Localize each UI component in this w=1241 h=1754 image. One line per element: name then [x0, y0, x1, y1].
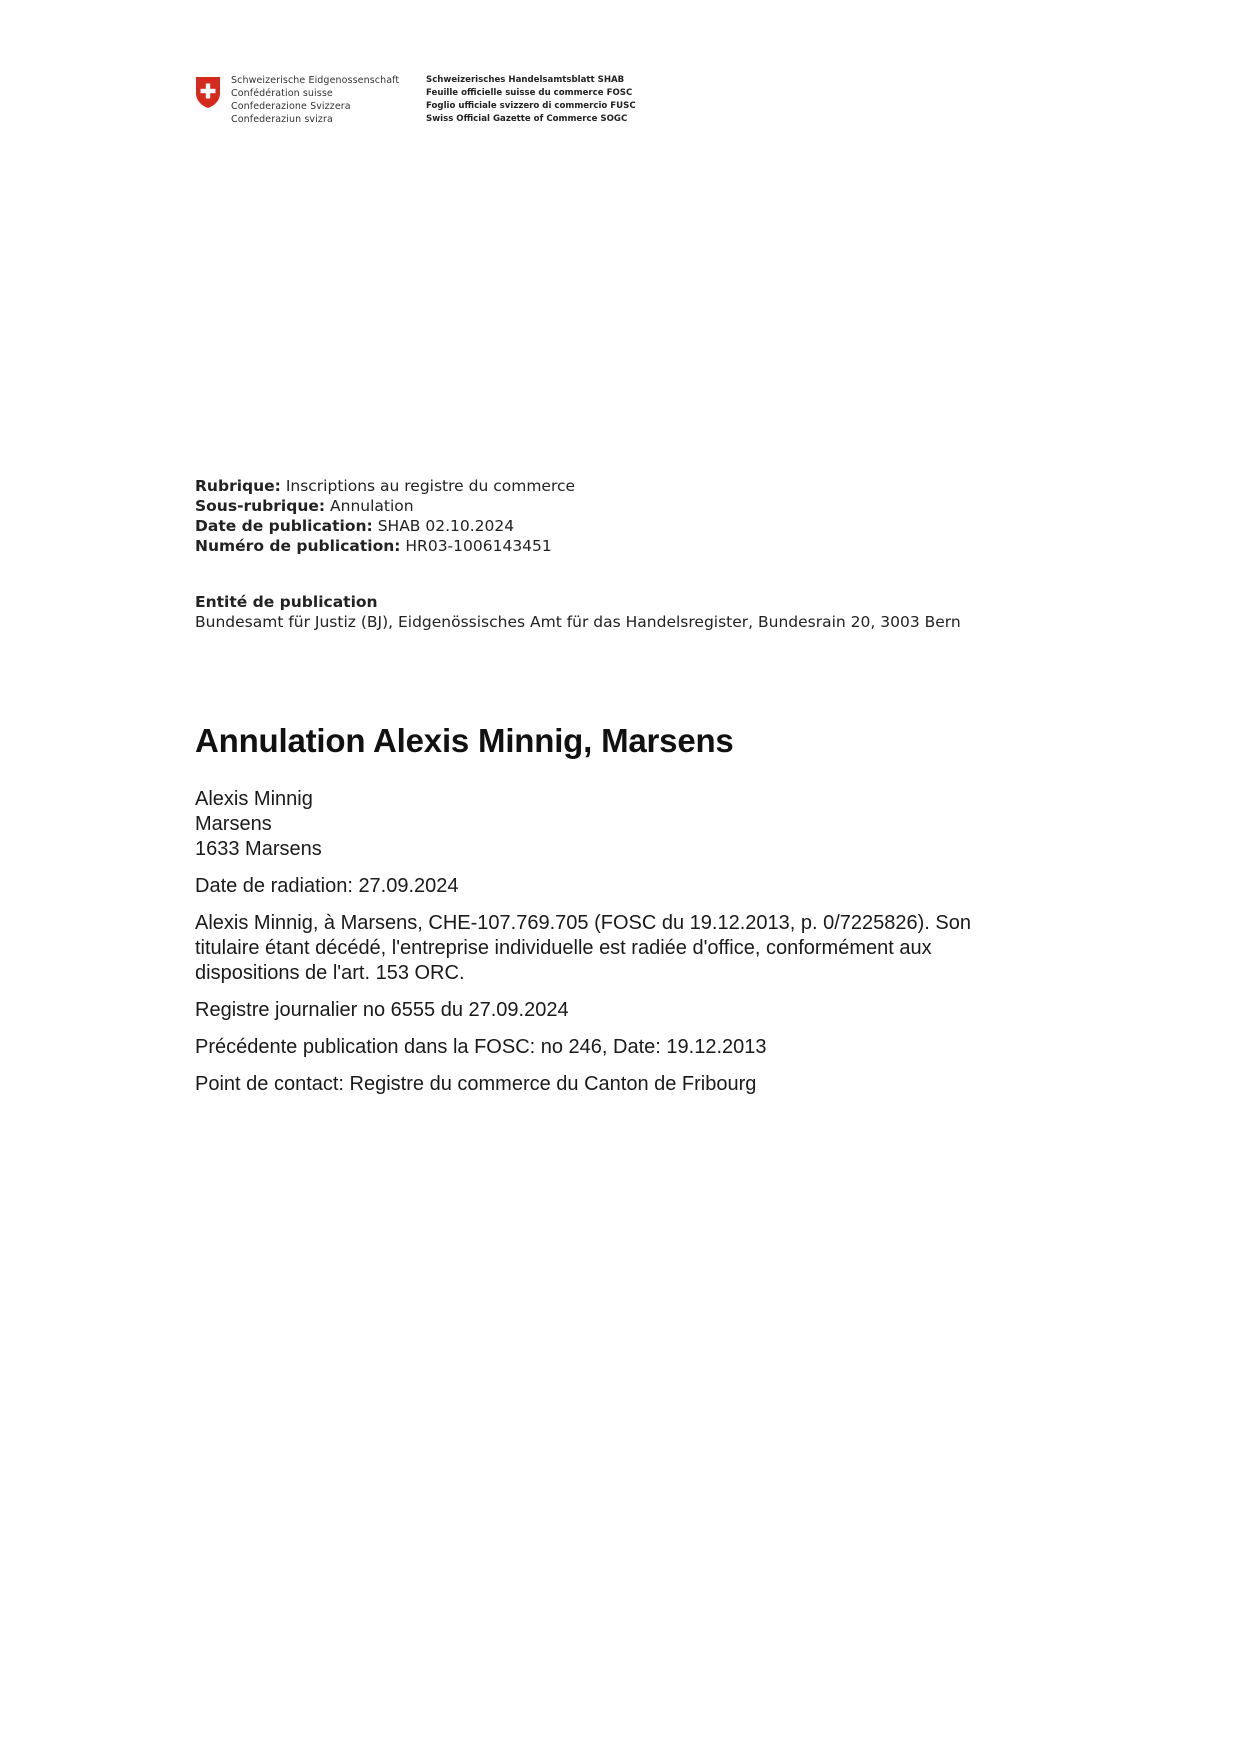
- rubrique-label: Rubrique:: [195, 477, 281, 495]
- previous-publication: Précédente publication dans la FOSC: no 246, Date: 19.12.2013: [195, 1036, 767, 1058]
- confederation-names: [231, 74, 399, 126]
- entity-label: Entité de publication: [195, 593, 378, 611]
- gazette-name-it: Foglio ufficiale svizzero di commercio FUSC: [426, 101, 636, 111]
- confederation-name-it: Confederazione Svizzera: [231, 101, 351, 112]
- contact-point: Point de contact: Registre du commerce du Canton de Fribourg: [195, 1073, 757, 1095]
- swiss-crest-icon: [195, 76, 221, 109]
- confederation-name-fr: Confédération suisse: [231, 88, 333, 99]
- rubrique-value: Inscriptions au registre du commerce: [285, 477, 576, 495]
- address-place: Marsens: [195, 813, 272, 835]
- gazette-name-fr: Feuille officielle suisse du commerce FOSC: [426, 88, 633, 98]
- publication-meta: [195, 476, 575, 556]
- entity-value: Bundesamt für Justiz (BJ), Eidgenössisches Amt für das Handelsregister, Bundesrain 20, 3003 Bern: [195, 613, 961, 631]
- sous-rubrique-row: [195, 496, 575, 516]
- numero-publication-label: Numéro de publication:: [195, 537, 401, 555]
- publication-body: [195, 787, 1025, 1109]
- description-text: Alexis Minnig, à Marsens, CHE-107.769.705 (FOSC du 19.12.2013, p. 0/7225826). Son titulaire étant décédé, l'entreprise individuelle est radiée d'office, conformément aux dispositions de l'art. 153 ORC.: [195, 912, 972, 984]
- rubrique-row: [195, 476, 575, 496]
- sous-rubrique-value: Annulation: [330, 497, 414, 515]
- journal-entry: Registre journalier no 6555 du 27.09.2024: [195, 999, 569, 1021]
- address-zip-city: 1633 Marsens: [195, 838, 322, 860]
- confederation-name-rm: Confederaziun svizra: [231, 114, 333, 125]
- publishing-entity: [195, 592, 961, 632]
- gazette-names: [426, 74, 636, 126]
- page-title: Annulation Alexis Minnig, Marsens: [195, 722, 734, 759]
- numero-publication-value: HR03-1006143451: [405, 537, 552, 555]
- address-block: [195, 787, 1025, 862]
- gazette-name-en: Swiss Official Gazette of Commerce SOGC: [426, 114, 628, 124]
- page-header: [195, 74, 655, 134]
- sous-rubrique-label: Sous-rubrique:: [195, 497, 326, 515]
- date-publication-label: Date de publication:: [195, 517, 373, 535]
- radiation-date: Date de radiation: 27.09.2024: [195, 875, 459, 897]
- address-name: Alexis Minnig: [195, 788, 313, 810]
- numero-publication-row: [195, 536, 575, 556]
- confederation-name-de: Schweizerische Eidgenossenschaft: [231, 75, 400, 86]
- date-publication-value: SHAB 02.10.2024: [377, 517, 515, 535]
- gazette-name-de: Schweizerisches Handelsamtsblatt SHAB: [426, 75, 625, 85]
- date-publication-row: [195, 516, 575, 536]
